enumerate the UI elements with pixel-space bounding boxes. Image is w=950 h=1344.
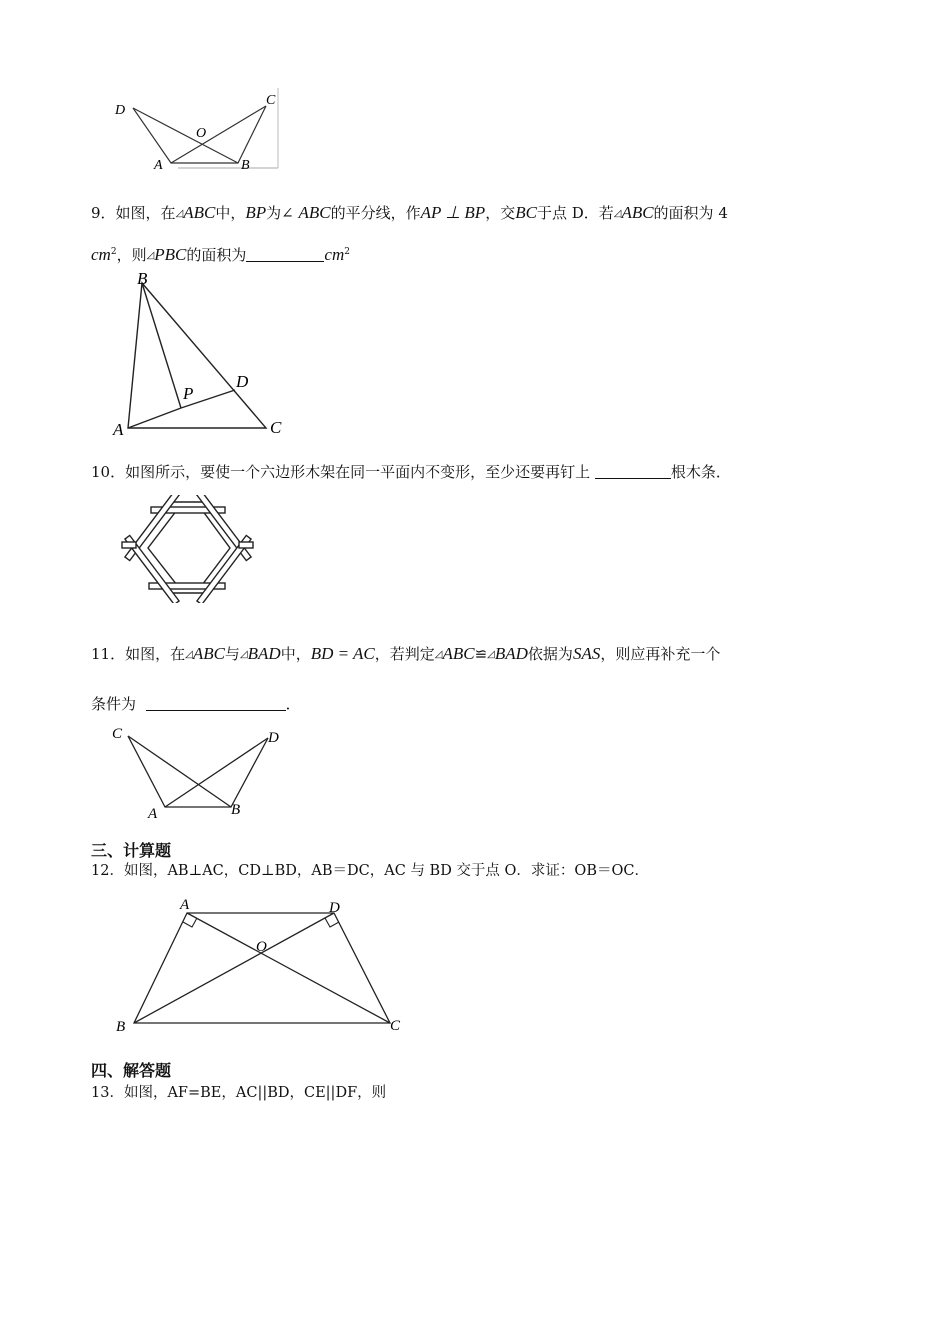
question-9-line2: $cm^2$，则◿PBC的面积为 $cm^2$ bbox=[91, 245, 350, 264]
label-B: B bbox=[137, 269, 148, 288]
label-B: B bbox=[116, 1019, 126, 1035]
label-A: A bbox=[154, 158, 163, 172]
label-A: A bbox=[113, 420, 124, 439]
label-D: D bbox=[329, 900, 340, 916]
label-A: A bbox=[180, 897, 190, 913]
label-B: B bbox=[231, 802, 241, 818]
label-D: D bbox=[236, 372, 249, 391]
answer-blank-9[interactable] bbox=[246, 247, 324, 262]
question-11-line2: 条件为 ． bbox=[91, 695, 301, 713]
section-heading-calc: 三、计算题 bbox=[91, 841, 172, 860]
label-C: C bbox=[390, 1018, 401, 1034]
label-O: O bbox=[256, 939, 267, 955]
label-O: O bbox=[196, 126, 207, 141]
label-C: C bbox=[266, 93, 276, 108]
answer-blank-11[interactable] bbox=[146, 696, 286, 711]
figure-q9 bbox=[108, 268, 298, 440]
label-A: A bbox=[148, 806, 158, 822]
label-B: B bbox=[241, 158, 250, 172]
question-12: 12．如图，AB⊥AC，CD⊥BD，AB＝DC，AC 与 BD 交于点 O．求证：OB＝OC． bbox=[91, 863, 649, 879]
figure-q8 bbox=[108, 88, 283, 172]
answer-blank-10[interactable] bbox=[595, 464, 671, 479]
figure-q12 bbox=[112, 892, 412, 1037]
figure-q10-hexagon bbox=[115, 495, 260, 603]
question-11-line1: 11．如图，在◿ABC与◿BAD中，BD = AC，若判定◿ABC≌◿BAD依据为SAS，则应再补充一个 bbox=[91, 644, 721, 663]
label-D: D bbox=[115, 103, 126, 118]
section-heading-answer: 四、解答题 bbox=[91, 1061, 172, 1080]
question-10: 10．如图所示，要使一个六边形木架在同一平面内不变形，至少还要再钉上 根木条． bbox=[91, 463, 731, 481]
label-P: P bbox=[183, 384, 194, 403]
label-C: C bbox=[112, 726, 123, 742]
figure-q11 bbox=[108, 722, 293, 822]
label-D: D bbox=[268, 730, 279, 746]
question-13: 13．如图，AF=BE，AC||BD，CE||DF，则 bbox=[91, 1085, 387, 1101]
question-9-line1: 9．如图，在◿ABC中，BP为∠ ABC的平分线，作AP ⊥ BP，交BC于点 D．若◿ABC的面积为 4 bbox=[91, 203, 728, 222]
label-C: C bbox=[270, 418, 282, 437]
